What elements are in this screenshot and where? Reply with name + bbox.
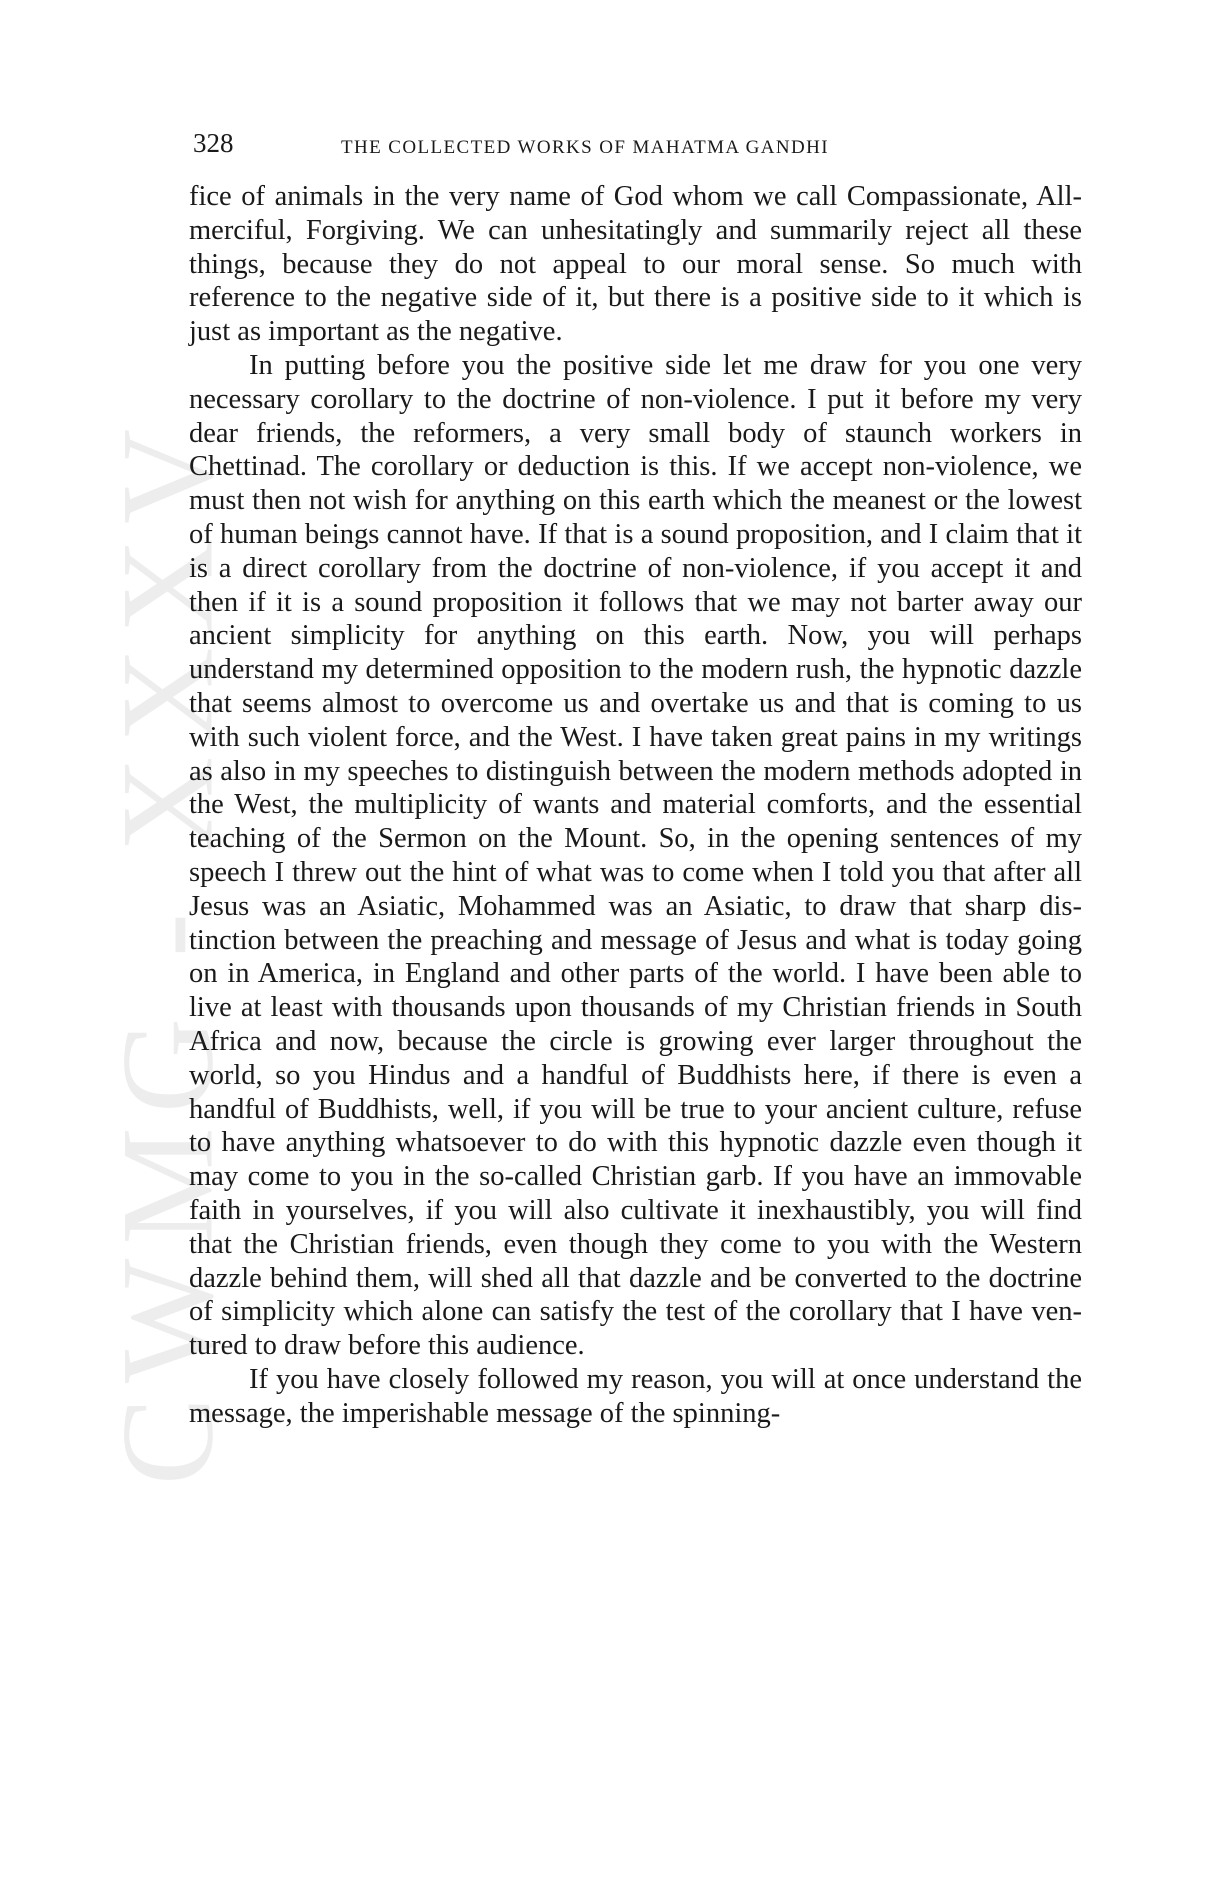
body-text xyxy=(189,180,1082,1430)
running-head: THE COLLECTED WORKS OF MAHATMA GANDHI xyxy=(341,137,829,158)
page-number: 328 xyxy=(193,128,234,158)
watermark-text: CWMG - XXXV xyxy=(93,414,241,1486)
paragraph: fice of animals in the very name of God whom we call Compassionate, All-merciful, Forgiving. We can unhesitatingly and summarily reject all these things, because they do not appeal to our moral sense. So much with reference to the negative side of it, but there is a positive side to it which is just as important as the negative. xyxy=(189,181,1082,348)
paragraph: If you have closely followed my reason, you will at once understand the message, the imperishable message of the spinning- xyxy=(189,1363,1082,1429)
paragraph: In putting before you the positive side let me draw for you one very necessary corollary to the doctrine of non-violence. I put it before my very dear friends, the reformers, a very small body of staunch workers in Chettinad. The corollary or deduction is this. If we accept non-violence, we must then not wish for anything on this earth which the meanest or the lowest of human beings cannot have. If that is a sound proposition, and I claim that it is a direct corollary from the doctrine of non-violence, if you accept it and then if it is a sound proposition it follows that we may not barter away our ancient simplicity for anything on this earth. Now, you will perhaps understand my determined opposition to the modern rush, the hypnotic dazzle that seems almost to overcome us and overtake us and that is coming to us with such violent force, and the West. I have taken great pains in my writings as also in my speeches to distinguish between the modern methods adopted in the West, the multiplicity of wants and material comforts, and the essential teaching of the Sermon on the Mount. So, in the opening sentences of my speech I threw out the hint of what was to come when I told you that after all Jesus was an Asiatic, Mohammed was an Asiatic, to draw that sharp distinction between the preaching and message of Jesus and what is today going on in America, in England and other parts of the world. I have been able to live at least with thousands upon thousands of my Christian friends in South Africa and now, because the circle is growing ever larger throughout the world, so you Hindus and a handful of Buddhists here, if there is even a handful of Buddhists, well, if you will be true to your ancient culture, refuse to have anything whatsoever to do with this hypnotic dazzle even though it may come to you in the so-called Christian garb. If you have an immovable faith in yourselves, if you will also cultivate it inexhaustibly, you will find that the Christian friends, even though they come to you with the Western dazzle behind them, will shed all that dazzle and be converted to the doctrine of simplicity which alone can satisfy the test of the corollary that I have ventured to draw before this audience. xyxy=(189,349,1082,1362)
page-header xyxy=(193,128,1081,168)
